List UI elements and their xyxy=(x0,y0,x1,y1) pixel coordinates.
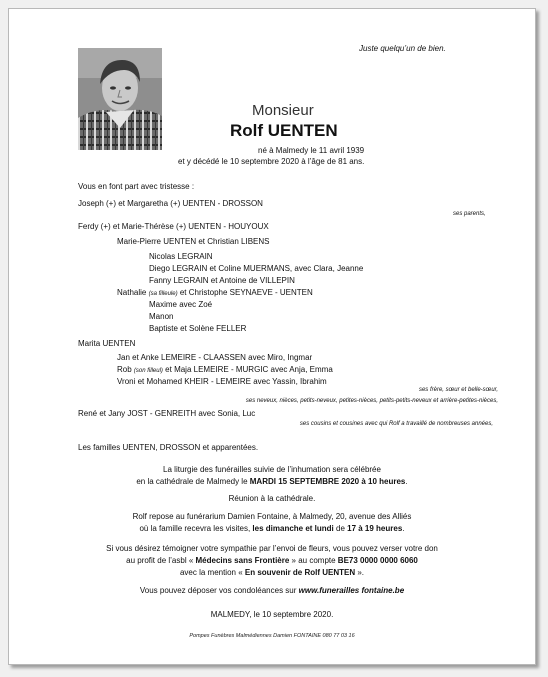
rob-first: Rob xyxy=(117,365,132,374)
donation-asbl: au profit de l’asbl « xyxy=(126,556,196,565)
visits-de: de xyxy=(333,524,348,533)
birth-line: né à Malmedy le 11 avril 1939 xyxy=(258,146,365,155)
nathalie-rest: et Christophe SEYNAEVE - UENTEN xyxy=(179,288,313,297)
visits-days: les dimanche et lundi xyxy=(252,524,334,533)
family-line-nathalie xyxy=(117,288,313,297)
donation-close: ». xyxy=(355,568,365,577)
place-date: MALMEDY, le 10 septembre 2020. xyxy=(210,610,334,619)
liturgy-line-2 xyxy=(9,477,535,486)
donation-line-3 xyxy=(9,568,535,577)
parents-note: ses parents, xyxy=(453,211,486,217)
family-line: Diego LEGRAIN et Coline MUERMANS, avec Clara, Jeanne xyxy=(149,264,364,273)
death-line: et y décédé le 10 septembre 2020 à l’âge de 81 ans. xyxy=(178,157,365,166)
donation-line-2 xyxy=(9,556,535,565)
portrait-image xyxy=(78,48,162,150)
donation-account-label: » au compte xyxy=(289,556,338,565)
rob-note: (son filleul) xyxy=(133,368,163,374)
death-notice-page xyxy=(8,8,536,665)
family-line: Maxime avec Zoé xyxy=(149,300,213,309)
rob-rest: et Maja LEMEIRE - MURGIC avec Anja, Emma xyxy=(165,365,333,374)
family-line: Jan et Anke LEMEIRE - CLAASSEN avec Miro, Ingmar xyxy=(117,353,313,362)
family-line: Baptiste et Solène FELLER xyxy=(149,324,247,333)
funeral-home-line-1: Rolf repose au funérarium Damien Fontaine, à Malmedy, 20, avenue des Alliés xyxy=(132,512,412,521)
honorific: Monsieur xyxy=(252,102,314,119)
family-line: Ferdy (+) et Marie-Thérèse (+) UENTEN - HOUYOUX xyxy=(78,222,269,231)
condolences-link[interactable]: www.funerailles fontaine.be xyxy=(298,586,405,595)
liturgy-period: . xyxy=(405,477,408,486)
families-line: Les familles UENTEN, DROSSON et apparentées. xyxy=(78,443,259,452)
meeting-line: Réunion à la cathédrale. xyxy=(228,494,316,503)
donation-account: BE73 0000 0000 6060 xyxy=(337,556,418,565)
family-line: Fanny LEGRAIN et Antoine de VILLEPIN xyxy=(149,276,295,285)
liturgy-date: MARDI 15 SEPTEMBRE 2020 à 10 heures xyxy=(249,477,406,486)
family-line: Manon xyxy=(149,312,174,321)
family-line: Marita UENTEN xyxy=(78,339,136,348)
condolences-text: Vous pouvez déposer vos condoléances sur xyxy=(139,586,299,595)
nathalie-first: Nathalie xyxy=(117,288,147,297)
family-line-rob xyxy=(117,365,333,374)
visits-period: . xyxy=(402,524,405,533)
funeral-home-line-2 xyxy=(9,524,535,533)
footer-credit: Pompes Funèbres Malmédiennes Damien FONTAINE 080 77 03 16 xyxy=(189,633,355,639)
intro-line: Vous en font part avec tristesse : xyxy=(78,182,195,191)
family-line: Vroni et Mohamed KHEIR - LEMEIRE avec Yassin, Ibrahim xyxy=(117,377,327,386)
family-line: Nicolas LEGRAIN xyxy=(149,252,213,261)
nathalie-note: (sa filleule) xyxy=(148,291,178,297)
deceased-name: Rolf UENTEN xyxy=(230,121,338,140)
liturgy-line-1: La liturgie des funérailles suivie de l’inhumation sera célébrée xyxy=(163,465,381,474)
donation-line-1: Si vous désirez témoigner votre sympathie par l’envoi de fleurs, vous pouvez verser votre don xyxy=(106,544,438,553)
liturgy-text: en la cathédrale de Malmedy le xyxy=(136,477,250,486)
visits-hours: 17 à 19 heures xyxy=(347,524,403,533)
family-line: Marie-Pierre UENTEN et Christian LIBENS xyxy=(117,237,270,246)
cousins-note: ses cousins et cousines avec qui Rolf a travaillé de nombreuses années, xyxy=(299,421,493,427)
portrait-photo xyxy=(78,48,162,150)
parents-line: Joseph (+) et Margaretha (+) UENTEN - DROSSON xyxy=(78,199,263,208)
nephews-note: ses neveux, nièces, petits-neveux, petites-nièces, petits-petits-neveux et arrière-petites-nièces, xyxy=(245,398,498,404)
donation-mention-text: En souvenir de Rolf UENTEN xyxy=(244,568,356,577)
donation-mention: avec la mention « xyxy=(179,568,245,577)
siblings-note: ses frère, sœur et belle-sœur, xyxy=(418,387,498,393)
quote: Juste quelqu’un de bien. xyxy=(359,44,446,53)
cousins-line: René et Jany JOST - GENREITH avec Sonia, Luc xyxy=(78,409,256,418)
visits-text: où la famille recevra les visites, xyxy=(139,524,253,533)
condolences-line xyxy=(9,586,535,595)
donation-org: Médecins sans Frontière xyxy=(195,556,290,565)
